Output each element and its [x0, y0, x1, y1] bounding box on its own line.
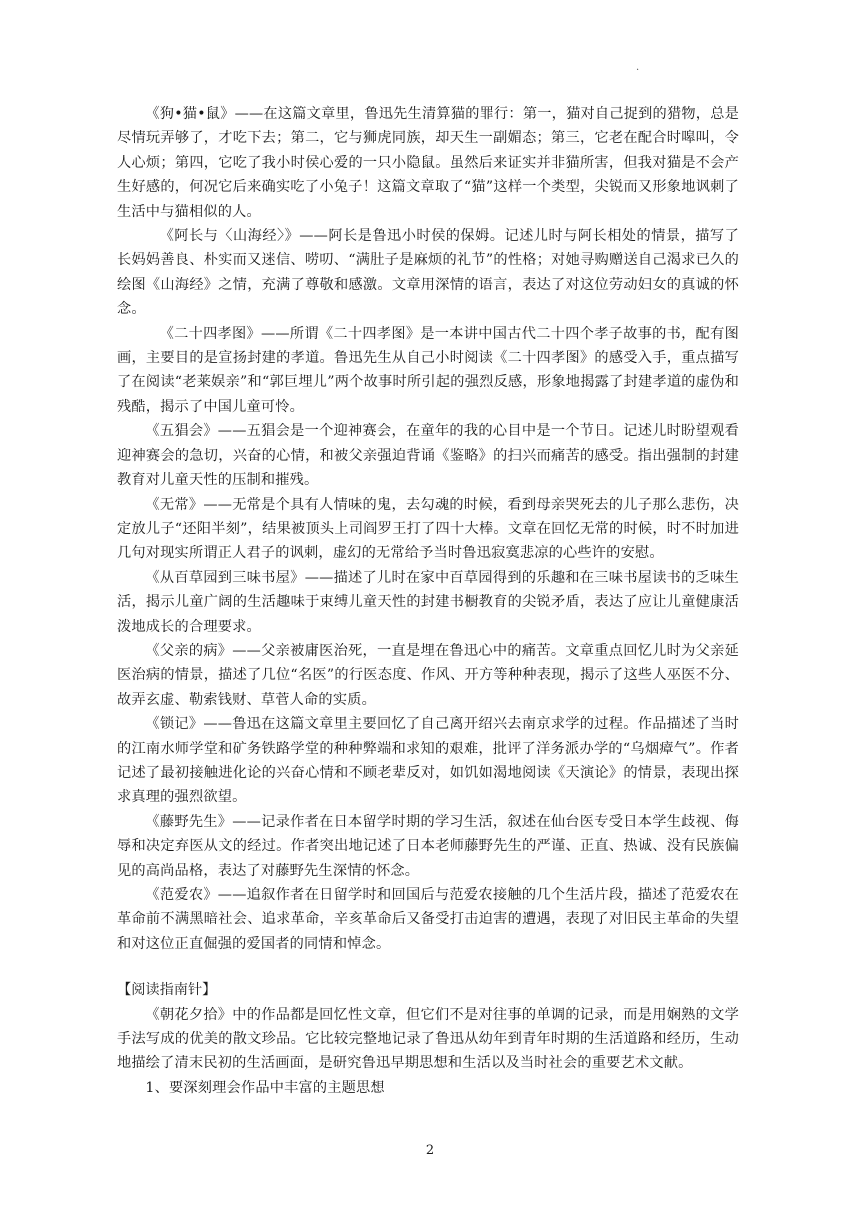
- paragraph-fan-ainong: 《范爱农》——追叙作者在日留学时和回国后与范爱农接触的几个生活片段，描述了范爱农在革命前不满黑暗社会、追求革命，辛亥革命后又备受打击迫害的遭遇，表现了对旧民主革命的失望和对这位正直倔强的爱国者的同情和悼念。: [117, 887, 739, 952]
- paragraph-guide-intro: 《朝花夕拾》中的作品都是回忆性文章，但它们不是对往事的单调的记录，而是用娴熟的文学手法写成的优美的散文珍品。它比较完整地记录了鲁迅从幼年到青年时期的生活道路和经历，生动地描绘了清末民初的生活画面，是研究鲁迅早期思想和生活以及当时社会的重要艺术文献。: [117, 1006, 739, 1072]
- paragraph-24-filial-piety: 《二十四孝图》——所谓《二十四孝图》是一本讲中国古代二十四个孝子故事的书，配有图画，主要目的是宣扬封建的孝道。鲁迅先生从自己小时阅读《二十四孝图》的感受入手，重点描写了在阅读“老莱娱亲”和“郭巨埋儿”两个故事时所引起的强烈反感，形象地揭露了封建孝道的虚伪和残酷，揭示了中国儿童可怜。: [117, 325, 739, 415]
- section-heading-reading-guide: 【阅读指南针】: [117, 982, 217, 999]
- page-body: [117, 102, 739, 1100]
- paragraph-wuchang-ghost: 《无常》——无常是个具有人情味的鬼，去勾魂的时候，看到母亲哭死去的儿子那么悲伤，决定放儿子“还阳半刻”，结果被顶头上司阎罗王打了四十大棒。文章在回忆无常的时候，时不时加进几句对现实所谓正人君子的讽刺，虚幻的无常给予当时鲁迅寂寞悲凉的心些许的安慰。: [117, 496, 739, 562]
- paragraph-baicao-garden: 《从百草园到三味书屋》——描述了儿时在家中百草园得到的乐趣和在三味书屋读书的乏味生活，揭示儿童广阔的生活趣味于束缚儿童天性的封建书橱教育的尖锐矛盾，表达了应让儿童健康活泼地成长的合理要求。: [117, 569, 739, 635]
- paragraph-father-illness: 《父亲的病》——父亲被庸医治死，一直是埋在鲁迅心中的痛苦。文章重点回忆儿时为父亲延医治病的情景，描述了几位“名医”的行医态度、作风、开方等种种表现，揭示了这些人巫医不分、故弄玄虚、勒索钱财、草菅人命的实质。: [117, 642, 739, 708]
- header-mark: .: [636, 62, 640, 73]
- guide-point-1: 1、要深刻理会作品中丰富的主题思想: [145, 1079, 385, 1096]
- paragraph-fujino: 《藤野先生》——记录作者在日本留学时期的学习生活，叙述在仙台医专受日本学生歧视、侮辱和决定弃医从文的经过。作者突出地记述了日本老师藤野先生的严谨、正直、热诚、没有民族偏见的高尚品格，表达了对藤野先生深情的怀念。: [117, 813, 739, 879]
- paragraph-suoji: 《锁记》——鲁迅在这篇文章里主要回忆了自己离开绍兴去南京求学的过程。作品描述了当时的江南水师学堂和矿务铁路学堂的种种弊端和求知的艰难，批评了洋务派办学的“乌烟瘴气”。作者记述了最初接触进化论的兴奋心情和不顾老辈反对，如饥如渴地阅读《天演论》的情景，表现出探求真理的强烈欲望。: [117, 716, 739, 806]
- paragraph-a-chang: 《阿长与〈山海经〉》——阿长是鲁迅小时侯的保姆。记述儿时与阿长相处的情景，描写了长妈妈善良、朴实而又迷信、唠叨、“满肚子是麻烦的礼节”的性格；对她寻购赠送自己渴求已久的绘图《山海经》之情，充满了尊敬和感激。文章用深情的语言，表达了对这位劳动妇女的真诚的怀念。: [117, 228, 739, 318]
- paragraph-wuchang-fair: 《五猖会》——五猖会是一个迎神赛会，在童年的我的心目中是一个节日。记述儿时盼望观看迎神赛会的急切，兴奋的心情，和被父亲强迫背诵《鉴略》的扫兴而痛苦的感受。指出强制的封建教育对儿童天性的压制和摧残。: [117, 423, 739, 489]
- page-number: 2: [425, 1143, 435, 1158]
- section-gap: [117, 956, 739, 978]
- paragraph-dog-cat-mouse: 《狗•猫•鼠》——在这篇文章里，鲁迅先生清算猫的罪行：第一，猫对自己捉到的猎物，总是尽情玩弄够了，才吃下去；第二，它与狮虎同族，却天生一副媚态；第三，它老在配合时嗥叫，令人心烦；第四，它吃了我小时侯心爱的一只小隐鼠。虽然后来证实并非猫所害，但我对猫是不会产生好感的，何况它后来确实吃了小兔子！这篇文章取了“猫”这样一个类型，尖锐而又形象地讽刺了生活中与猫相似的人。: [117, 106, 739, 220]
